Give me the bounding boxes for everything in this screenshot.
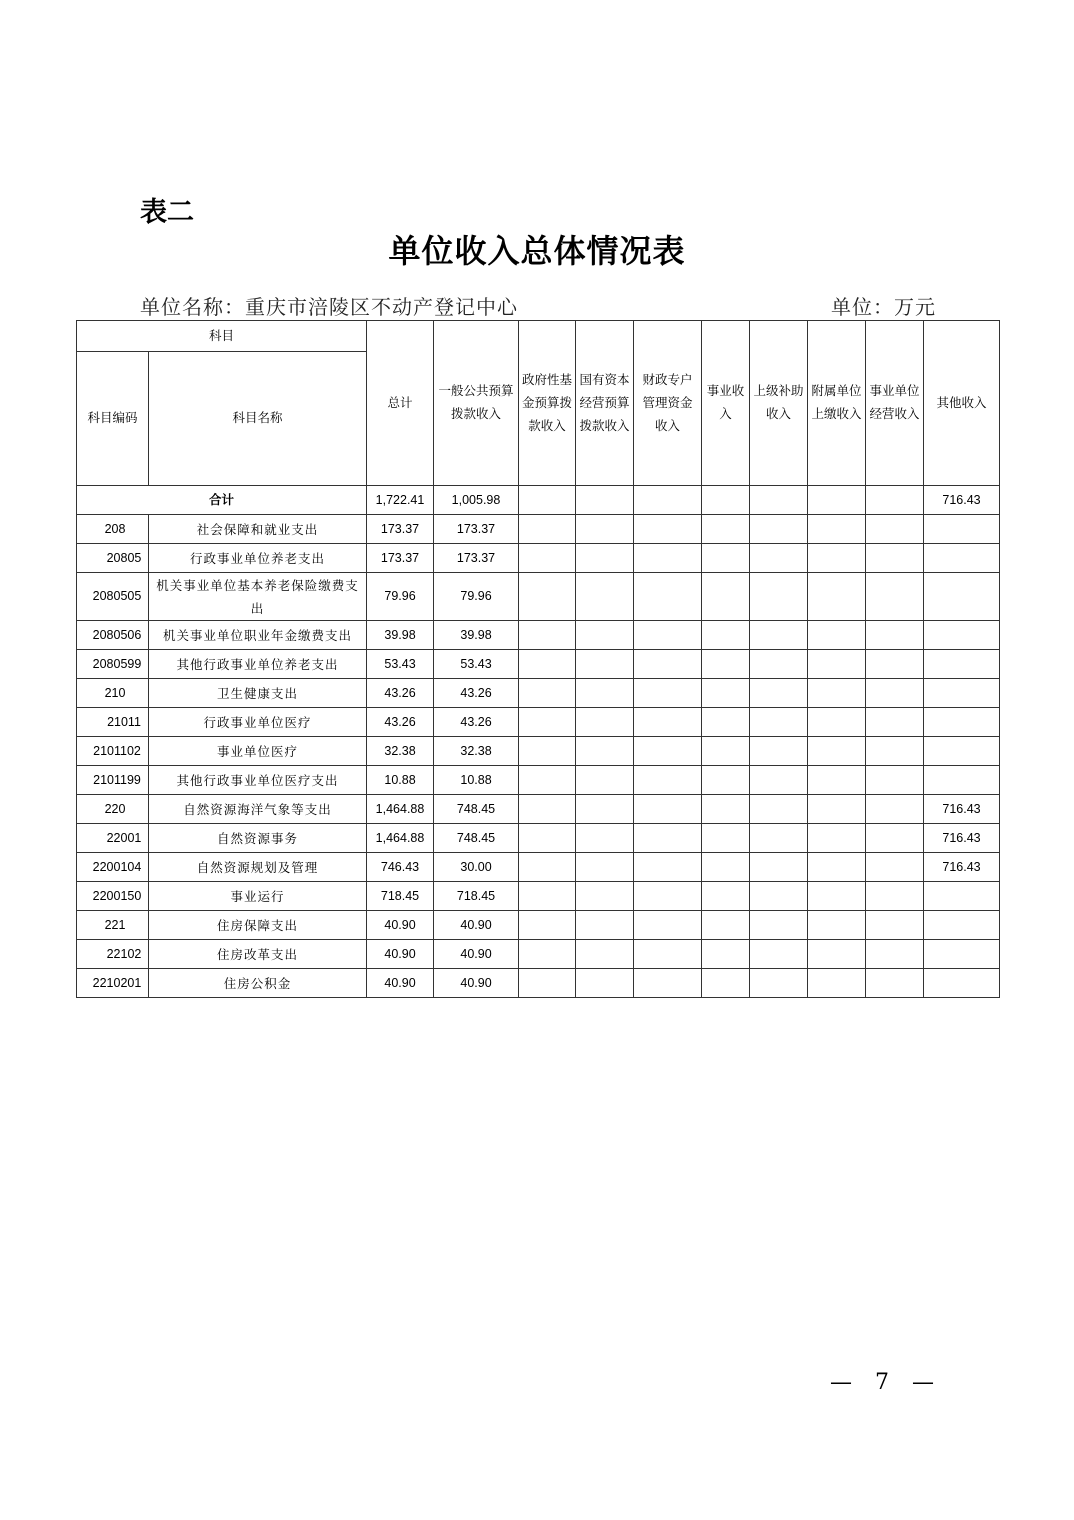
- total-cell: 1,722.41: [367, 486, 434, 515]
- row-name: 住房公积金: [149, 969, 367, 998]
- row-cell: [634, 969, 702, 998]
- row-cell: [750, 766, 808, 795]
- row-cell: [576, 911, 634, 940]
- row-cell: [702, 573, 750, 621]
- row-cell: [924, 544, 1000, 573]
- row-cell: [576, 824, 634, 853]
- row-name: 事业运行: [149, 882, 367, 911]
- row-cell: [576, 969, 634, 998]
- table-row: [77, 853, 1000, 882]
- row-cell: [808, 737, 866, 766]
- group-header: 科目: [77, 321, 367, 352]
- row-code: 2101102: [77, 737, 149, 766]
- row-cell: 40.90: [367, 940, 434, 969]
- row-cell: 718.45: [367, 882, 434, 911]
- col-header-name: 科目名称: [149, 352, 367, 486]
- row-cell: [750, 853, 808, 882]
- total-label: 合计: [77, 486, 367, 515]
- row-cell: [924, 679, 1000, 708]
- row-name: 其他行政事业单位医疗支出: [149, 766, 367, 795]
- row-cell: [750, 515, 808, 544]
- row-cell: [750, 679, 808, 708]
- row-cell: [808, 853, 866, 882]
- row-cell: [576, 795, 634, 824]
- row-cell: 79.96: [434, 573, 519, 621]
- row-name: 自然资源规划及管理: [149, 853, 367, 882]
- row-cell: [519, 795, 576, 824]
- row-cell: [866, 853, 924, 882]
- row-cell: [808, 621, 866, 650]
- row-cell: [519, 766, 576, 795]
- table-row: [77, 911, 1000, 940]
- row-cell: [750, 940, 808, 969]
- row-cell: [634, 795, 702, 824]
- table-row: [77, 544, 1000, 573]
- row-code: 2200150: [77, 882, 149, 911]
- total-cell: [866, 486, 924, 515]
- row-cell: [702, 621, 750, 650]
- row-cell: [866, 795, 924, 824]
- row-cell: 716.43: [924, 853, 1000, 882]
- row-cell: [924, 766, 1000, 795]
- table-tag: 表二: [140, 197, 194, 228]
- row-cell: 173.37: [367, 515, 434, 544]
- row-cell: [702, 911, 750, 940]
- row-cell: [866, 679, 924, 708]
- row-cell: [866, 544, 924, 573]
- row-cell: [808, 969, 866, 998]
- row-cell: [808, 766, 866, 795]
- table-row: [77, 766, 1000, 795]
- row-cell: 40.90: [434, 940, 519, 969]
- table-row: [77, 708, 1000, 737]
- row-code: 20805: [77, 544, 149, 573]
- row-cell: [808, 544, 866, 573]
- row-code: 2200104: [77, 853, 149, 882]
- row-cell: [866, 911, 924, 940]
- row-cell: 53.43: [367, 650, 434, 679]
- row-cell: [750, 573, 808, 621]
- row-cell: 173.37: [434, 544, 519, 573]
- income-table: [76, 320, 1000, 998]
- row-cell: [808, 515, 866, 544]
- row-cell: 39.98: [367, 621, 434, 650]
- row-cell: 10.88: [434, 766, 519, 795]
- row-cell: [519, 969, 576, 998]
- row-cell: [808, 650, 866, 679]
- row-cell: [634, 544, 702, 573]
- page-number: — 7 —: [830, 1370, 942, 1395]
- row-name: 卫生健康支出: [149, 679, 367, 708]
- col-header: 附属单位上缴收入: [808, 321, 866, 486]
- row-cell: [924, 515, 1000, 544]
- col-header: 一般公共预算拨款收入: [434, 321, 519, 486]
- table-row: [77, 737, 1000, 766]
- row-cell: [519, 940, 576, 969]
- col-header: 上级补助收入: [750, 321, 808, 486]
- row-name: 事业单位医疗: [149, 737, 367, 766]
- table-row: [77, 795, 1000, 824]
- row-cell: [634, 621, 702, 650]
- table-row: [77, 824, 1000, 853]
- row-cell: [519, 621, 576, 650]
- row-cell: [576, 544, 634, 573]
- row-cell: 43.26: [367, 679, 434, 708]
- row-cell: 32.38: [434, 737, 519, 766]
- row-cell: [808, 911, 866, 940]
- row-cell: 716.43: [924, 795, 1000, 824]
- row-code: 2080599: [77, 650, 149, 679]
- row-code: 2101199: [77, 766, 149, 795]
- row-cell: [750, 911, 808, 940]
- table-row: [77, 515, 1000, 544]
- row-cell: 30.00: [434, 853, 519, 882]
- row-cell: 746.43: [367, 853, 434, 882]
- row-cell: [808, 573, 866, 621]
- total-cell: [634, 486, 702, 515]
- table-row: [77, 650, 1000, 679]
- row-code: 21011: [77, 708, 149, 737]
- row-cell: [576, 621, 634, 650]
- row-cell: 173.37: [367, 544, 434, 573]
- row-code: 220: [77, 795, 149, 824]
- row-cell: [808, 708, 866, 737]
- row-name: 社会保障和就业支出: [149, 515, 367, 544]
- table-row: [77, 882, 1000, 911]
- row-cell: 1,464.88: [367, 824, 434, 853]
- col-header: 其他收入: [924, 321, 1000, 486]
- row-cell: [750, 882, 808, 911]
- row-cell: [808, 940, 866, 969]
- row-cell: [519, 853, 576, 882]
- row-cell: [576, 679, 634, 708]
- row-cell: [924, 940, 1000, 969]
- table-row: [77, 573, 1000, 621]
- row-cell: [924, 911, 1000, 940]
- row-cell: [866, 737, 924, 766]
- row-cell: [519, 573, 576, 621]
- row-cell: [808, 882, 866, 911]
- row-cell: [750, 650, 808, 679]
- total-cell: 716.43: [924, 486, 1000, 515]
- row-cell: [924, 737, 1000, 766]
- row-cell: [808, 795, 866, 824]
- row-cell: [702, 737, 750, 766]
- row-cell: [634, 766, 702, 795]
- row-cell: [924, 882, 1000, 911]
- row-name: 其他行政事业单位养老支出: [149, 650, 367, 679]
- col-header-code: 科目编码: [77, 352, 149, 486]
- row-cell: [702, 708, 750, 737]
- row-cell: 10.88: [367, 766, 434, 795]
- row-cell: [634, 882, 702, 911]
- row-cell: [519, 911, 576, 940]
- row-name: 住房保障支出: [149, 911, 367, 940]
- row-cell: [519, 515, 576, 544]
- row-cell: [808, 679, 866, 708]
- row-cell: [924, 573, 1000, 621]
- row-cell: [750, 621, 808, 650]
- row-cell: [750, 708, 808, 737]
- row-cell: [634, 515, 702, 544]
- total-cell: [519, 486, 576, 515]
- row-code: 2080506: [77, 621, 149, 650]
- row-cell: 40.90: [367, 911, 434, 940]
- total-row: [77, 486, 1000, 515]
- row-cell: 43.26: [434, 708, 519, 737]
- row-cell: [519, 737, 576, 766]
- table-row: [77, 969, 1000, 998]
- col-header: 财政专户管理资金收入: [634, 321, 702, 486]
- unit-info: [140, 291, 936, 320]
- row-cell: [702, 650, 750, 679]
- row-cell: [866, 766, 924, 795]
- row-cell: [866, 650, 924, 679]
- row-cell: 748.45: [434, 795, 519, 824]
- row-cell: [702, 544, 750, 573]
- col-header: 事业收入: [702, 321, 750, 486]
- total-cell: 1,005.98: [434, 486, 519, 515]
- row-cell: [519, 882, 576, 911]
- total-cell: [750, 486, 808, 515]
- total-cell: [576, 486, 634, 515]
- currency-unit: 单位：万元: [831, 295, 936, 319]
- row-cell: [808, 824, 866, 853]
- row-cell: [702, 795, 750, 824]
- row-name: 行政事业单位养老支出: [149, 544, 367, 573]
- row-cell: [750, 969, 808, 998]
- row-cell: [924, 650, 1000, 679]
- row-cell: [576, 515, 634, 544]
- row-cell: [519, 708, 576, 737]
- row-cell: [702, 940, 750, 969]
- row-cell: [634, 911, 702, 940]
- row-cell: 43.26: [367, 708, 434, 737]
- row-code: 22001: [77, 824, 149, 853]
- row-name: 住房改革支出: [149, 940, 367, 969]
- row-cell: [519, 650, 576, 679]
- row-cell: [576, 708, 634, 737]
- row-cell: [702, 824, 750, 853]
- row-cell: 40.90: [434, 911, 519, 940]
- row-name: 机关事业单位职业年金缴费支出: [149, 621, 367, 650]
- row-cell: [634, 679, 702, 708]
- row-cell: [924, 708, 1000, 737]
- row-cell: [866, 940, 924, 969]
- row-cell: [866, 515, 924, 544]
- row-cell: [576, 573, 634, 621]
- row-cell: [634, 824, 702, 853]
- row-cell: [634, 708, 702, 737]
- table-row: [77, 621, 1000, 650]
- row-cell: [576, 766, 634, 795]
- row-cell: 1,464.88: [367, 795, 434, 824]
- row-cell: [634, 940, 702, 969]
- page-title: 单位收入总体情况表: [388, 232, 686, 270]
- row-cell: [866, 882, 924, 911]
- row-cell: [634, 650, 702, 679]
- row-cell: [519, 824, 576, 853]
- row-cell: [702, 882, 750, 911]
- row-cell: [634, 737, 702, 766]
- row-cell: [519, 544, 576, 573]
- row-cell: [702, 766, 750, 795]
- row-cell: [576, 940, 634, 969]
- col-header: 政府性基金预算拨款收入: [519, 321, 576, 486]
- row-cell: [576, 650, 634, 679]
- row-cell: 173.37: [434, 515, 519, 544]
- row-cell: [866, 573, 924, 621]
- row-name: 自然资源海洋气象等支出: [149, 795, 367, 824]
- row-code: 221: [77, 911, 149, 940]
- row-cell: [750, 737, 808, 766]
- row-cell: [634, 853, 702, 882]
- row-cell: 79.96: [367, 573, 434, 621]
- table-row: [77, 679, 1000, 708]
- total-cell: [702, 486, 750, 515]
- row-cell: [702, 853, 750, 882]
- row-cell: 39.98: [434, 621, 519, 650]
- row-cell: [576, 737, 634, 766]
- row-name: 行政事业单位医疗: [149, 708, 367, 737]
- row-cell: [634, 573, 702, 621]
- row-cell: [866, 824, 924, 853]
- row-cell: [576, 882, 634, 911]
- col-header: 事业单位经营收入: [866, 321, 924, 486]
- row-cell: [576, 853, 634, 882]
- row-cell: [866, 708, 924, 737]
- row-cell: 716.43: [924, 824, 1000, 853]
- row-cell: [750, 795, 808, 824]
- col-header: 总计: [367, 321, 434, 486]
- row-cell: 718.45: [434, 882, 519, 911]
- row-code: 22102: [77, 940, 149, 969]
- table-row: [77, 940, 1000, 969]
- row-cell: [924, 969, 1000, 998]
- row-cell: [866, 969, 924, 998]
- row-cell: 40.90: [434, 969, 519, 998]
- row-cell: [702, 969, 750, 998]
- row-cell: 748.45: [434, 824, 519, 853]
- row-cell: [750, 544, 808, 573]
- row-code: 2210201: [77, 969, 149, 998]
- total-cell: [808, 486, 866, 515]
- row-cell: [750, 824, 808, 853]
- row-cell: 53.43: [434, 650, 519, 679]
- row-code: 210: [77, 679, 149, 708]
- row-cell: [866, 621, 924, 650]
- row-cell: 40.90: [367, 969, 434, 998]
- row-code: 2080505: [77, 573, 149, 621]
- row-cell: [702, 679, 750, 708]
- unit-name: 单位名称：重庆市涪陵区不动产登记中心: [140, 295, 518, 319]
- row-cell: 43.26: [434, 679, 519, 708]
- row-name: 自然资源事务: [149, 824, 367, 853]
- row-cell: [519, 679, 576, 708]
- col-header: 国有资本经营预算拨款收入: [576, 321, 634, 486]
- row-name: 机关事业单位基本养老保险缴费支出: [149, 573, 367, 621]
- row-cell: 32.38: [367, 737, 434, 766]
- row-cell: [702, 515, 750, 544]
- row-cell: [924, 621, 1000, 650]
- row-code: 208: [77, 515, 149, 544]
